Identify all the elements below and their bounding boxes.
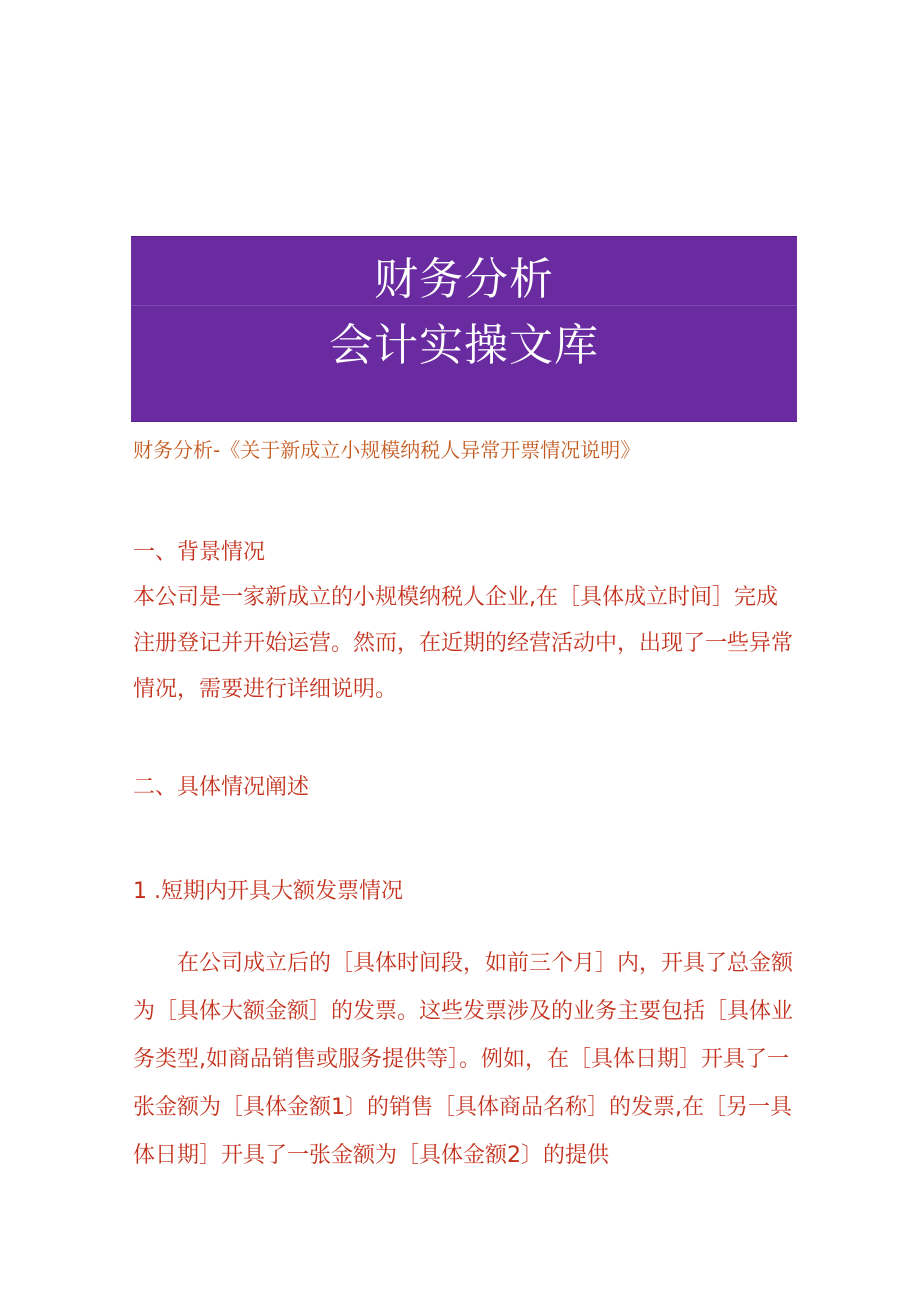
banner-divider: [131, 305, 797, 306]
section-heading-background: 一、背景情况: [133, 540, 266, 565]
subsection-heading-large-invoices: 1 .短期内开具大额发票情况: [133, 879, 403, 904]
title-banner: [131, 236, 797, 422]
section-heading-details: 二、具体情况阐述: [133, 775, 310, 800]
document-title: 财务分析-《关于新成立小规模纳税人异常开票情况说明》: [133, 438, 641, 462]
section-body-background: 本公司是一家新成立的小规模纳税人企业,在［具体成立时间］完成注册登记并开始运营。然而，在近期的经营活动中，出现了一些异常情况，需要进行详细说明。: [133, 585, 794, 702]
banner-title-finance-analysis: 财务分析: [374, 254, 554, 305]
section-body-large-invoices: 在公司成立后的［具体时间段，如前三个月］内，开具了总金额为［具体大额金额］的发票。这些发票涉及的业务主要包括［具体业务类型,如商品销售或服务提供等］。例如，在［具体日期］开具了一张金额为［具体金额1〕的销售［具体商品名称］的发票,在［另一具体日期］开具了一张金额为［具体金额2〕的提供: [133, 951, 794, 1168]
banner-title-accounting-library: 会计实操文库: [329, 320, 599, 371]
